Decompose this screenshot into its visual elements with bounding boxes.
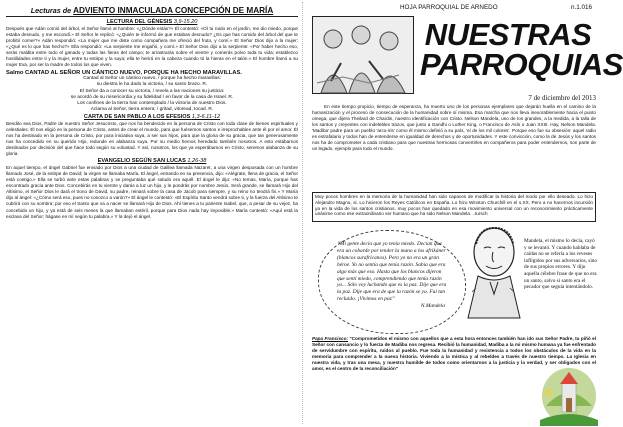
psalm-line: Los confines de la tierra han contemplado / la victoria de nuestro Dios. bbox=[77, 100, 227, 106]
bulletin-front-page bbox=[308, 4, 623, 424]
gospel-text: En aquel tiempo, el ángel Gabriel fue enviado por Dios a una ciudad de Galilea llamada Nazaret, a una virgen desposada con un hombre llamado José, de la estirpe de David; la virgen se llamaba María. El ángel, entrando en su presencia, dijo: «Alégrate, llena de gracia, el Señor está contigo.» Ella se turbó ante estas palabras y se preguntaba qué saludo era aquél. El ángel le dijo: «No temas, María, porque has encontrado gracia ante Dios. Concebirás en tu vientre y darás a luz un hijo, y le pondrás por nombre Jesús. Será grande, se llamará Hijo del Altísimo, el Señor Dios le dará el trono de David, su padre, reinará sobre la casa de Jacob para siempre, y su reino no tendrá fin.» Y María dijo al ángel: «¿Cómo será eso, pues no conozco a varón?» El ángel le contestó: «El Espíritu Santo vendrá sobre ti, y la fuerza del Altísimo te cubrirá con su sombra; por eso el Santo que va a nacer se llamará Hijo de Dios. Ahí tienes a tu pariente Isabel, que, a pesar de su vejez, ha concebido un hijo, y ya está de seis meses la que llamaban estéril, porque para Dios nada hay imposible.» María contestó: «Aquí está la esclava del Señor; hágase en mí según tu palabra.» Y la dejó el ángel. bbox=[6, 165, 298, 219]
bulletin-date: 7 de diciembre del 2013 bbox=[528, 94, 596, 102]
bulletin-title-line2: PARROQUIAS bbox=[420, 47, 623, 82]
ephesians-text: Bendito sea Dios, Padre de nuestro Señor Jesucristo, que nos ha bendecido en la persona de Cristo con toda clase de bienes espirituales y celestiales. Él nos eligió en la persona de Cristo, antes de crear el mundo, para que fuésemos santos e irreprochables ante él por el amor. Él nos ha destinado en la persona de Cristo, por pura iniciativa suya, a ser sus hijos, para que la gloria de su gracia, que tan generosamente nos ha concedido en su querido Hijo, redunde en alabanza suya. Por su medio hemos heredado también nosotros. A esto estábamos destinados por decisión del que hace todo según su voluntad. Y así, nosotros, los que ya esperábamos en Cristo, seremos alabanza de su gloria. bbox=[6, 120, 298, 157]
mandela-quote: “Mi gente decía que yo tenía miedo. Decían que era un cobarde por tender la mano a los afrikáner (blancos surafricanos). Pero yo no era un gran héroe. Yo no sentía que tenía razón. Sabía que era algo más que eso. Hasta que los blancos dijeron que sentí miedo, comprendiendo que tenía razón yo... Sólo voy luchando que es la paz. Dije que era la paz. Dije que era de que la razón se yo. Fui tan recluido. ¡Vivimos en paz” bbox=[337, 241, 447, 303]
bulletin-name: HOJA PARROQUIAL DE ARNEDO bbox=[400, 4, 498, 11]
psalm-title: Salmo CANTAD AL SEÑOR UN CÁNTICO NUEVO, PORQUE HA HECHO MARAVILLAS. bbox=[6, 70, 242, 77]
mandela-editorial: En este tiempo propicio, tiempo de esperanza, ha muerto uno de los personas ejemplares que dejarán huella en el camino de la humanización y el proceso de consecución de la humanidad sobre sí misma. Esa marcha que nos lleva inexorablemente hacia el punto omega, que dijera Theilard de Chardin, nuestro identificación con Cristo. Nelson Mandela, uno de los grandes, a la medida, a la talla de los santos y creyentes con indelebles trazos, que junto a Gandhi o Luther King, o Francisco de Asís o Juan XXIII. Hay, Nelson Mandela. 'Madiba' padre para un pueblo 'arco-iris' como él mismo definió a su país, 'el de los mil colores'. Porque eso fue su obsesión: aquel radio es estrafalario y todos han de entenderse en igualdad de derechos y de oportunidades. Y este convicción, como la de Jesús y los santos nos ha de comprometer a cada cristiano para que nuestras hermosas convertirles en compañeros para poder entendernos, son parte de un legado, ejemplo para todo el mundo. bbox=[312, 104, 596, 152]
genesis-title bbox=[6, 19, 298, 25]
parish-logo-icon bbox=[538, 362, 600, 426]
gospel-title-text: EVANGELIO SEGÚN SAN LUCAS bbox=[97, 158, 186, 165]
children-drawing-icon bbox=[313, 17, 413, 93]
mandela-quote-signature: N.Mandela bbox=[420, 303, 445, 310]
genesis-title-text: LECTURA DEL GÉNESIS bbox=[106, 19, 173, 25]
bulletin-title bbox=[420, 17, 623, 82]
bulletin-title-line1: NUESTRAS bbox=[424, 17, 592, 52]
mandela-portrait-icon bbox=[464, 222, 524, 318]
gospel-title bbox=[6, 158, 298, 164]
mandela-note: Mandela, el mismo lo decía, cayó y se levantó. Y cuando hablaba de caídas no se refería a los reveses infligidos por sus adversarios, sino de sus propios errores. Y dijo aquella célebre frase de que no era un santo, salvo si santo era el pecador que seguía intentándolo. bbox=[524, 238, 598, 291]
pope-francis-text: "Comprometidos el mismo con aquellos que a esta hora entonces también han ido sus Señor Padre, tu piñó el Señor con cansancio y lo fuerza de Madiba nos regresa. Recibió la humanidad, Madiba a la mi mismo humana ya fue enfrentado de servidumbre con espíritu, ruidos al pueblo. Fue toda la humanidad y resistencia a todos los obstáculos de la vida en la memoria para comprender a la nueva historia. Viviendo a la mística y al rebeldes a través de nuestro tiempo. La Iglesia en nuestra vida, y tras una mesa, y nuestra humilde de todos como orientarnos a la justicia y la verdad, y ser obligados con el amor, es el centro de la reconciliación" bbox=[312, 336, 597, 372]
ephesians-title-text: CARTA DE SAN PABLO A LOS EFESIOS bbox=[83, 113, 191, 120]
readings-header-prefix: Lecturas de bbox=[30, 6, 72, 15]
ephesians-cite: 1,3-6.11-12 bbox=[191, 113, 221, 120]
gospel-cite: 1,26-38 bbox=[187, 158, 207, 165]
readings-page bbox=[6, 6, 298, 424]
ephesians-title bbox=[6, 114, 298, 120]
psalm-line: su diestra le ha dado la victoria, / su santo brazo. R. bbox=[96, 82, 208, 88]
psalm-line: Cantad al Señor un cántico nuevo, / porque ha hecho maravillas: bbox=[83, 76, 221, 82]
mandela-quote-cloud bbox=[318, 230, 466, 334]
genesis-cite: 3,9-15.20 bbox=[173, 19, 198, 25]
genesis-text: Después que Adán comió del árbol, el Señor llamó al hombre: «¿Dónde estás?» Él contestó: «Oí tu ruido en el jardín, me dio miedo, porque estaba desnudo, y me escondí.» El Señor le replicó: «¿Quién te informó de que estabas desnudo? ¿Es que has comido del árbol del que te prohibí comer?» Adán respondió: «La mujer que me diste como compañera me ofreció del fruto, y comí.» El Señor Dios dijo a la mujer: «¿Qué es lo que has hecho?» Ella respondió: «La serpiente me engañó, y comí.» El Señor Dios dijo a la serpiente: «Por haber hecho eso, serás maldita entre todo el ganado y todas las fieras del campo; te arrastrarás sobre el vientre y comerás polvo toda tu vida; establezco hostilidades entre ti y la mujer, entre tu estirpe y la suya; ella te herirá en la cabeza cuando tú la hieras en el talón.» El hombre llamó a su mujer Eva, por ser la madre de todos los que viven. bbox=[6, 26, 298, 68]
psalm-line: El Señor da a conocer su victoria, / revela a las naciones su justicia: bbox=[79, 88, 225, 94]
readings-header-title: ADVIENTO INMACULADA CONCEPCIÓN DE MARÍA bbox=[73, 6, 274, 15]
psalm-line: se acordó de su misericordia y su fidelidad / en favor de la casa de Israel. R. bbox=[70, 94, 234, 100]
page-fold bbox=[302, 2, 303, 424]
pope-francis-label: Papa Francisco: bbox=[312, 336, 349, 341]
bulletin-number: n.1.016 bbox=[570, 4, 592, 11]
children-drawing-image bbox=[312, 16, 414, 94]
psalm-line: Aclama al Señor, tierra entera; / gritad, vitoread, tocad. R. bbox=[90, 106, 214, 112]
readings-header bbox=[6, 6, 298, 17]
bulletin-masthead bbox=[312, 4, 594, 14]
history-box: Muy pocos hombres en la memoria de la humanidad han sido capaces de modificar la historia del modo por ello deseado. Lo hizo Alejandro Magno, si. Lo hicieron los Reyes Católicos en España. Lo hizo Winston Churchill en el s.XX. Pero a no hacernos incursión ya en la vida de los santos cristianos, muy pocos han quedado en esa movimiento universal con un reconocimiento prácticamente unánime como ese extraordinario ser humano que ha sido Nelson Mandela. ..tursch bbox=[312, 192, 596, 222]
